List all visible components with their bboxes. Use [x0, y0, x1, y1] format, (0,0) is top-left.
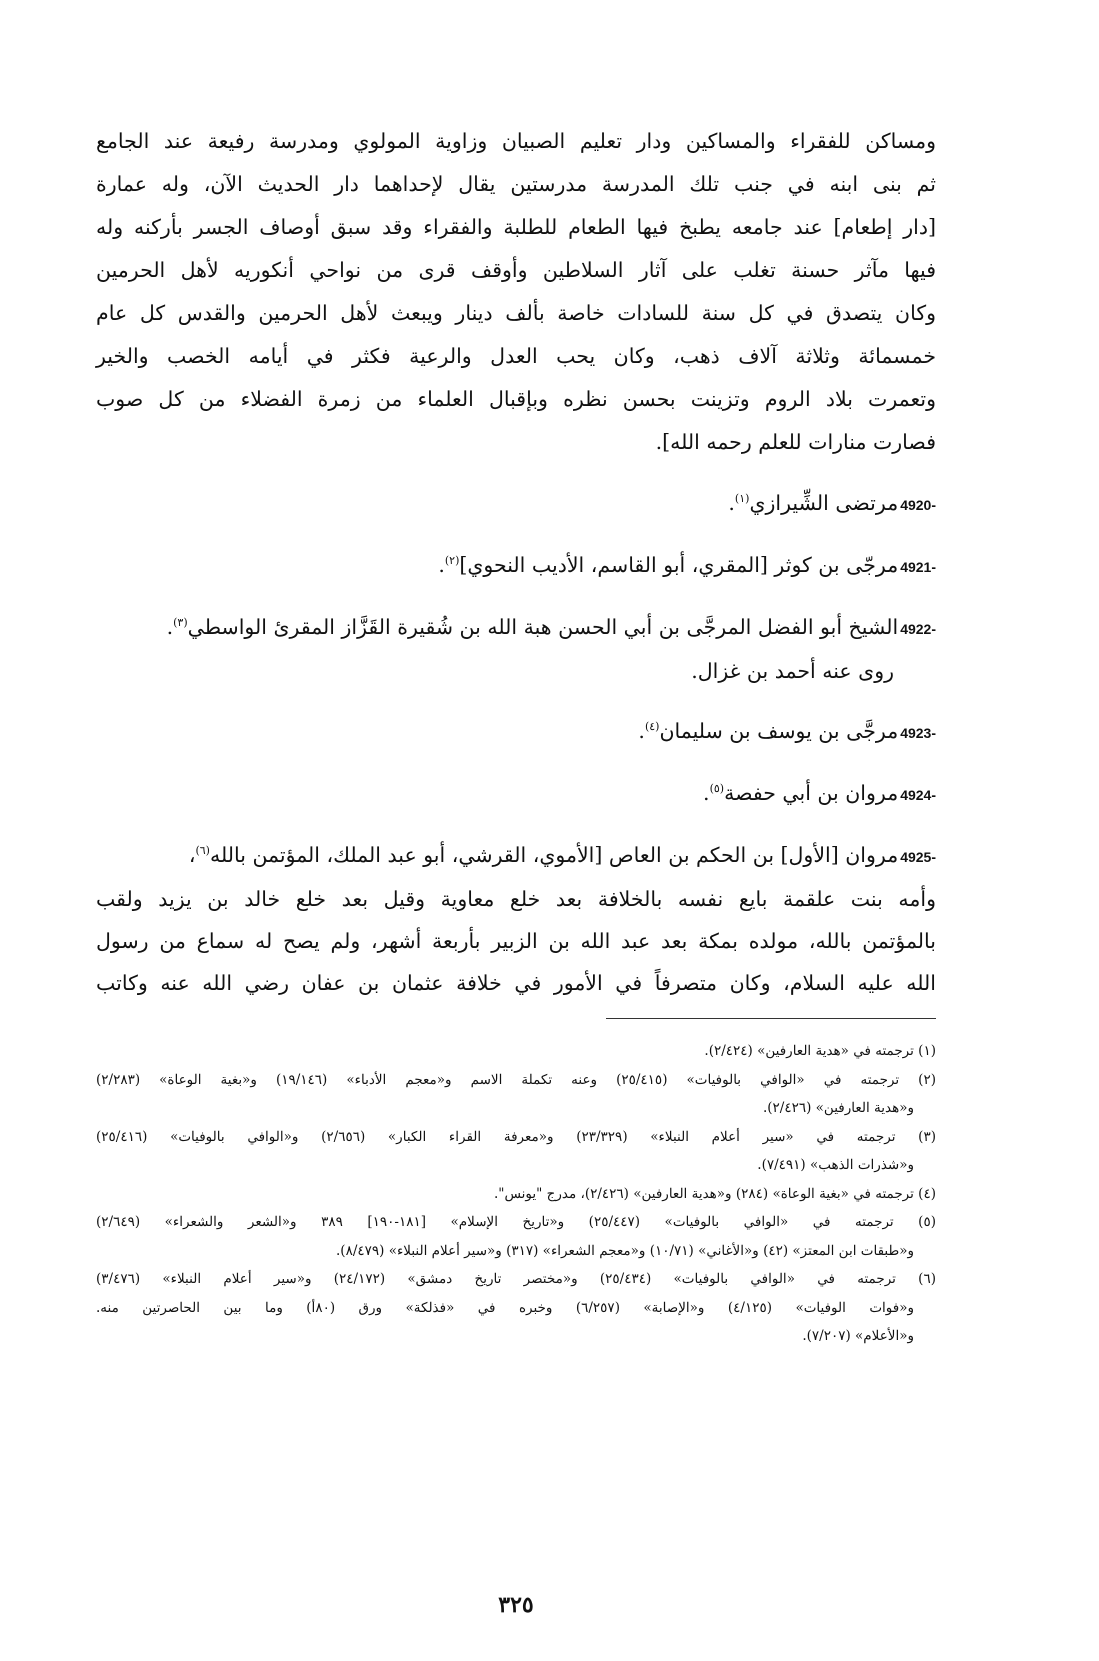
footnote-ref: (١): [734, 492, 750, 506]
entry-4924: [96, 772, 936, 816]
footnotes: [96, 1037, 936, 1351]
footnote-ref: (٣): [173, 616, 188, 630]
body-line: وكان يتصدق في كل سنة للسادات خاصة بألف دينار ويبعث لأهل الحرمين والقدس كل عام: [96, 301, 936, 325]
footnote-ref: (٢): [444, 554, 460, 568]
entry-4922: [96, 606, 936, 692]
entry-continuation: الله عليه السلام، وكان متصرفاً في الأمور في خلافة عثمان بن عفان رضي الله عنه وكاتب: [96, 971, 936, 995]
footnote-ref: (٦): [195, 844, 210, 858]
footnote-line: و«شذرات الذهب» (٧/٤٩١).: [757, 1157, 914, 1173]
footnote-divider: [606, 1018, 936, 1019]
entry-4921: [96, 544, 936, 588]
footnote-line: (٦) ترجمته في «الوافي بالوفيات» (٢٥/٤٣٤) و«مختصر تاريخ دمشق» (٢٤/١٧٢) و«سير أعلام النبلاء» (٣/٤٧٦): [96, 1271, 936, 1287]
entry-text: مروان بن أبي حفصة: [724, 781, 899, 805]
entry-continuation: روى عنه أحمد بن غزال.: [691, 659, 894, 683]
entry-number: 4925-: [900, 849, 936, 865]
footnote-line: (٣) ترجمته في «سير أعلام النبلاء» (٢٣/٣٢٩) و«معرفة القراء الكبار» (٢/٦٥٦) و«الوافي بالوفيات» (٢٥/٤١٦): [96, 1128, 936, 1145]
entry-end-punct: ،: [188, 843, 196, 867]
page-number: ٣٢٥: [498, 1592, 534, 1618]
entry-number: 4924-: [900, 787, 936, 803]
body-line: فيها مآثر حسنة تغلب على آثار السلاطين وأوقف قرى من نواحي أنكوريه لأهل الحرمين: [96, 258, 936, 282]
footnote-ref: (٤): [644, 720, 660, 734]
body-line: ومساكن للفقراء والمساكين ودار تعليم الصبيان وزاوية المولوي ومدرسة رفيعة عند الجامع: [96, 129, 936, 153]
entry-end-punct: .: [438, 553, 445, 577]
entry-4925: [96, 834, 936, 1004]
entry-text: الشيخ أبو الفضل المرجَّى بن أبي الحسن هبة الله بن شُقيرة القَزَّاز المقرئ الواسطي: [187, 615, 899, 639]
entry-end-punct: .: [638, 719, 645, 743]
body-line: ثم بنى ابنه في جنب تلك المدرسة مدرستين يقال لإحداهما دار الحديث الآن، وله عمارة: [96, 172, 936, 196]
entry-number: 4923-: [900, 725, 936, 741]
entry-text: مرجَّى بن يوسف بن سليمان: [659, 719, 899, 743]
footnote-line: (١) ترجمته في «هدية العارفين» (٢/٤٢٤).: [704, 1043, 936, 1059]
entry-text: مرجّى بن كوثر [المقري، أبو القاسم، الأديب النحوي]: [459, 553, 899, 577]
entry-number: 4921-: [900, 559, 936, 575]
entry-number: 4922-: [900, 621, 936, 637]
footnote-line: (٥) ترجمته في «الوافي بالوفيات» (٢٥/٤٤٧) و«تاريخ الإسلام» [١٨١-١٩٠] ٣٨٩ و«الشعر والشعراء» (٢/٦٤٩): [96, 1214, 936, 1230]
entry-end-punct: .: [166, 615, 174, 639]
footnote-line: و«الأعلام» (٧/٢٠٧).: [802, 1328, 914, 1344]
body-line: وتعمرت بلاد الروم وتزينت بحسن نظره وبإقبال العلماء من زمرة الفضلاء من كل صوب: [96, 387, 936, 411]
footnote-line: (٢) ترجمته في «الوافي بالوفيات» (٢٥/٤١٥) وعنه تكملة الاسم و«معجم الأدباء» (١٩/١٤٦) و«بغية الوعاة» (٢/٢٨٣): [96, 1071, 936, 1088]
entry-text: مروان [الأول] بن الحكم بن العاص [الأموي، القرشي، أبو عبد الملك، المؤتمن بالله: [209, 843, 899, 867]
body-line: خمسمائة وثلاثة آلاف ذهب، وكان يحب العدل والرعية فكثر في أيامه الخصب والخير: [96, 344, 936, 368]
footnote-line: و«فوات الوفيات» (٤/١٢٥) و«الإصابة» (٦/٢٥٧) وخبره في «فذلكة» ورق (٨٠أ) وما بين الحاصرتين منه.: [96, 1299, 914, 1316]
footnote-line: و«طبقات ابن المعتز» (٤٢) و«الأغاني» (١٠/٧١) و«معجم الشعراء» (٣١٧) و«سير أعلام النبلاء» (٨/٤٧٩).: [336, 1242, 914, 1259]
entry-4923: [96, 710, 936, 754]
book-page: [96, 120, 936, 1620]
footnote-line: و«هدية العارفين» (٢/٤٢٦).: [762, 1100, 914, 1116]
entry-continuation: بالمؤتمن بالله، مولده بمكة بعد عبد الله بن الزبير بأربعة أشهر، ولم يصح له سماع من رسول: [96, 929, 936, 953]
entry-end-punct: .: [728, 491, 735, 515]
body-line: فصارت منارات للعلم رحمه الله].: [655, 430, 936, 454]
entry-number: 4920-: [900, 497, 936, 513]
entry-4920: [96, 482, 936, 526]
body-line: [دار إطعام] عند جامعه يطبخ فيها الطعام للطلبة والفقراء وقد سبق أوصاف الجسر بأركنه وله: [96, 215, 936, 239]
entry-text: مرتضى الشِّيرازي: [749, 491, 899, 515]
footnote-line: (٤) ترجمته في «بغية الوعاة» (٢٨٤) و«هدية العارفين» (٢/٤٢٦)، مدرج "يونس".: [493, 1185, 936, 1202]
body-paragraph: [96, 120, 936, 464]
footnote-ref: (٥): [709, 782, 725, 796]
entry-end-punct: .: [703, 781, 710, 805]
entry-continuation: وأمه بنت علقمة بايع نفسه بالخلافة بعد خلع معاوية وقيل بعد خلع خالد بن يزيد ولقب: [96, 887, 936, 911]
